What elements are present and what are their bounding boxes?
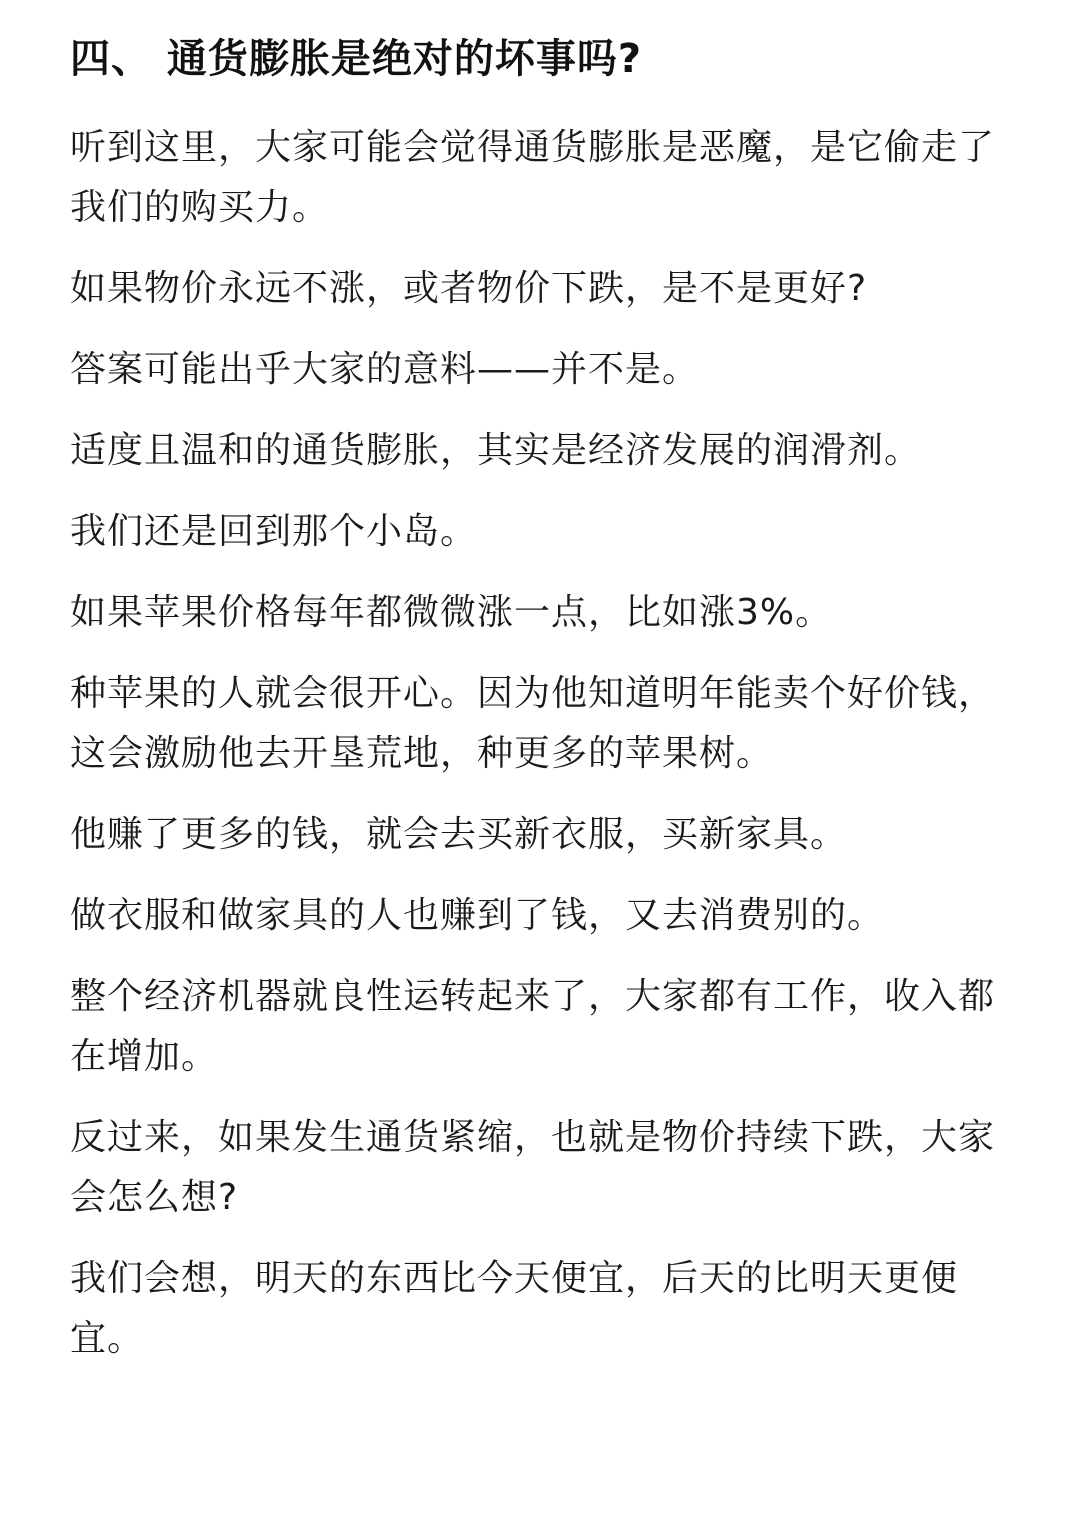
paragraph: 种苹果的人就会很开心。因为他知道明年能卖个好价钱，这会激励他去开垦荒地，种更多的苹果树。 (70, 673, 996, 774)
paragraph: 整个经济机器就良性运转起来了，大家都有工作，收入都在增加。 (70, 976, 996, 1077)
paragraph: 我们还是回到那个小岛。 (70, 511, 478, 552)
paragraph: 答案可能出乎大家的意料——并不是。 (70, 349, 700, 390)
paragraph: 适度且温和的通货膨胀，其实是经济发展的润滑剂。 (70, 430, 922, 471)
paragraph: 反过来，如果发生通货紧缩，也就是物价持续下跌，大家会怎么想? (70, 1117, 996, 1218)
paragraph: 听到这里，大家可能会觉得通货膨胀是恶魔，是它偷走了我们的购买力。 (70, 127, 996, 228)
paragraph: 他赚了更多的钱，就会去买新衣服，买新家具。 (70, 814, 848, 855)
paragraph: 如果物价永远不涨，或者物价下跌，是不是更好? (70, 268, 868, 309)
paragraph: 做衣服和做家具的人也赚到了钱，又去消费别的。 (70, 895, 885, 936)
section-heading: 四、 通货膨胀是绝对的坏事吗? (70, 36, 643, 82)
paragraph: 如果苹果价格每年都微微涨一点，比如涨3%。 (70, 592, 833, 633)
paragraph: 我们会想，明天的东西比今天便宜，后天的比明天更便宜。 (70, 1258, 959, 1359)
